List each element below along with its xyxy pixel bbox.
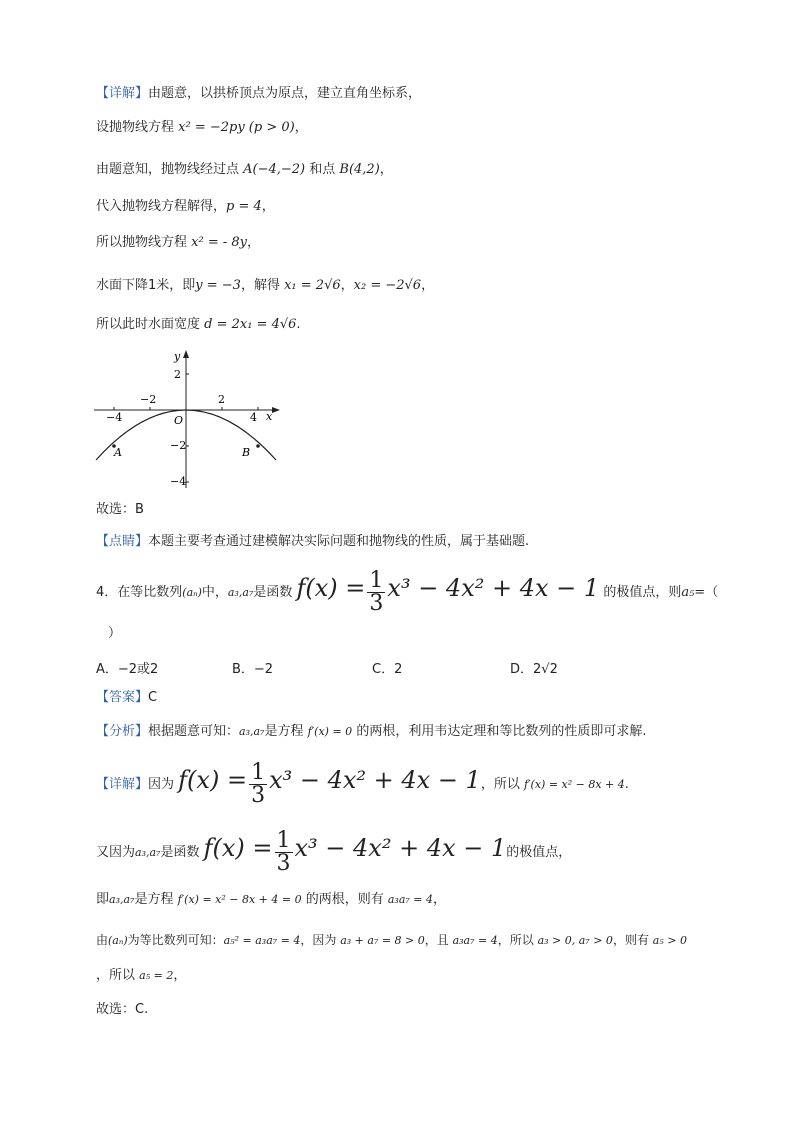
answer-value: C (148, 690, 158, 705)
tick-label-x-m4: −4 (106, 411, 123, 424)
x-axis-arrow-icon (272, 407, 280, 413)
text: ， (379, 162, 393, 177)
solution-line-2 (96, 118, 308, 138)
parabola-graph (90, 348, 290, 494)
text: 水面下降1米，即 (96, 278, 196, 293)
solution-line-1 (96, 84, 421, 104)
solution2-line-6 (96, 1000, 148, 1020)
fraction (367, 570, 385, 615)
text: 是函数 (160, 845, 200, 860)
text: 代入抛物线方程解得， (96, 199, 227, 214)
text: 的两根，利用韦达定理和等比数列的性质即可求解. (352, 724, 647, 739)
equation: x₁ = 2√6 (284, 278, 341, 293)
tick-label-y-m4: −4 (170, 475, 187, 488)
tip-tag: 【点睛】 (96, 534, 149, 549)
detail-tag: 【详解】 (96, 777, 149, 792)
text: 的极值点，则 (603, 585, 682, 600)
tick-label-y-m2: −2 (170, 439, 187, 452)
equation: a₃ > 0, a₇ > 0 (537, 934, 613, 947)
text: ， (433, 892, 447, 907)
text: ，所以 (480, 777, 524, 792)
text: 即 (96, 892, 110, 907)
sequence: (aₙ) (108, 934, 128, 947)
tick-label-x-4: 4 (250, 411, 257, 424)
equation: f′(x) = 0 (307, 725, 353, 738)
text: 所以抛物线方程 (96, 235, 192, 250)
equation: a₅² = a₃a₇ = 4 (223, 934, 301, 947)
option-b[interactable] (232, 658, 273, 677)
option-d-text: D．2√2 (510, 662, 558, 677)
text: ，且 (424, 933, 453, 947)
point-b-dot (256, 444, 260, 448)
answer-line (96, 688, 157, 708)
question-4-line-1 (96, 568, 718, 615)
equation: a₃a₇ = 4 (452, 934, 498, 947)
equation: x₂ = −2√6 (353, 278, 422, 293)
terms: a₃,a₇ (109, 893, 135, 906)
equation: x² = - 8y (191, 235, 247, 250)
text: 是方程 (134, 892, 178, 907)
solution2-line-2 (96, 828, 571, 875)
equation: d = 2x₁ = 4√6 (204, 317, 297, 332)
text: ，所以 (96, 968, 140, 983)
tip-text: 本题主要考查通过建模解决实际问题和抛物线的性质，属于基础题. (148, 534, 530, 549)
solution-line-3 (96, 160, 393, 180)
text: ， (421, 278, 435, 293)
y-axis-label: y (174, 350, 181, 363)
option-b-text: B．−2 (232, 662, 274, 677)
choice-line (96, 500, 144, 520)
tick-label-x-2: 2 (218, 393, 225, 406)
function-name: f(x) = (296, 574, 366, 602)
option-a[interactable] (96, 658, 158, 677)
question-4-line-2 (108, 624, 121, 644)
text: 设抛物线方程 (96, 120, 179, 135)
solution-line-6 (96, 276, 434, 296)
point-b-label: B (242, 446, 251, 459)
origin-label: O (174, 414, 184, 427)
fraction-denominator: 3 (251, 783, 266, 808)
equation: a₃ + a₇ = 8 > 0 (340, 934, 425, 947)
question-number: 4． (96, 585, 118, 600)
text: ， (340, 278, 354, 293)
option-d[interactable] (510, 658, 558, 677)
tip-line (96, 532, 529, 552)
function-body: x³ − 4x² + 4x − 1 (294, 834, 507, 862)
text: ） (108, 626, 122, 641)
target-term: a₅= (681, 585, 706, 600)
text: 是函数 (253, 585, 293, 600)
tick-label-x-m2: −2 (140, 393, 157, 406)
text: ， (173, 968, 187, 983)
equation: p = 4 (226, 199, 262, 214)
text: 因为 (148, 777, 175, 792)
text: . (296, 317, 301, 332)
text: . (624, 777, 629, 792)
fraction-denominator: 3 (369, 591, 384, 616)
text: 为等比数列可知： (127, 933, 224, 947)
solution2-line-5 (96, 966, 186, 986)
text: ，则有 (612, 933, 653, 947)
equation: f′(x) = x² − 8x + 4 = 0 (177, 893, 302, 906)
derivative: f′(x) = x² − 8x + 4 (523, 778, 625, 791)
equation: y = −3 (195, 278, 241, 293)
text: ， (294, 120, 308, 135)
text: 是方程 (264, 724, 308, 739)
text: ， (246, 235, 260, 250)
equation: x² = −2py (p > 0) (178, 120, 295, 135)
equation: a₅ = 2 (139, 969, 174, 982)
text: 和点 (305, 162, 340, 177)
text: 由题意，以拱桥顶点为原点，建立直角坐标系， (148, 86, 422, 101)
solution-line-4 (96, 197, 275, 217)
text: ， (261, 199, 275, 214)
x-axis-label: x (266, 410, 273, 423)
point-b-coord: B(4,2) (339, 162, 380, 177)
option-a-text: A．−2或2 (96, 662, 159, 677)
sequence: (aₙ) (182, 586, 202, 599)
text: 所以此时水面宽度 (96, 317, 205, 332)
terms: a₃,a₇ (135, 846, 161, 859)
equation: a₃a₇ = 4 (387, 893, 434, 906)
text: 的两根，则有 (301, 892, 388, 907)
function-body: x³ − 4x² + 4x − 1 (387, 574, 600, 602)
detail-tag: 【详解】 (96, 86, 149, 101)
text: 在等比数列 (117, 585, 183, 600)
analysis-line (96, 722, 646, 742)
fraction-numerator: 1 (369, 568, 384, 593)
terms: a₃,a₇ (239, 725, 265, 738)
fraction-denominator: 3 (276, 851, 291, 876)
text: 由题意知，抛物线经过点 (96, 162, 244, 177)
choice-text: 故选：C. (96, 1002, 149, 1017)
choice-text: 故选：B (96, 502, 144, 517)
text: 又因为 (96, 845, 136, 860)
text: 根据题意可知： (148, 724, 240, 739)
solution-line-7 (96, 315, 301, 335)
option-c-text: C．2 (372, 662, 403, 677)
text: （ (705, 585, 719, 600)
text: 的极值点， (506, 845, 572, 860)
fraction (275, 830, 293, 875)
text: ，解得 (240, 278, 285, 293)
text: 中， (201, 585, 228, 600)
y-axis-arrow-icon (183, 350, 189, 358)
answer-tag: 【答案】 (96, 690, 149, 705)
analysis-tag: 【分析】 (96, 724, 149, 739)
solution2-line-4 (96, 930, 687, 951)
fraction-numerator: 1 (276, 828, 291, 853)
function-name: f(x) = (203, 834, 273, 862)
option-c[interactable] (372, 658, 402, 677)
fraction (249, 762, 267, 807)
terms: a₃,a₇ (227, 586, 254, 599)
point-a-coord: A(−4,−2) (243, 162, 306, 177)
fraction-numerator: 1 (251, 760, 266, 785)
tick-label-y-2: 2 (174, 368, 181, 381)
function-body: x³ − 4x² + 4x − 1 (269, 766, 481, 794)
solution-line-5 (96, 233, 260, 253)
text: ，因为 (300, 933, 341, 947)
solution2-line-1 (96, 760, 629, 807)
equation: a₅ > 0 (652, 934, 687, 947)
point-a-label: A (114, 446, 122, 459)
text: ，所以 (497, 933, 538, 947)
solution2-line-3 (96, 890, 446, 910)
function-name: f(x) = (178, 766, 248, 794)
text: 由 (96, 933, 109, 947)
